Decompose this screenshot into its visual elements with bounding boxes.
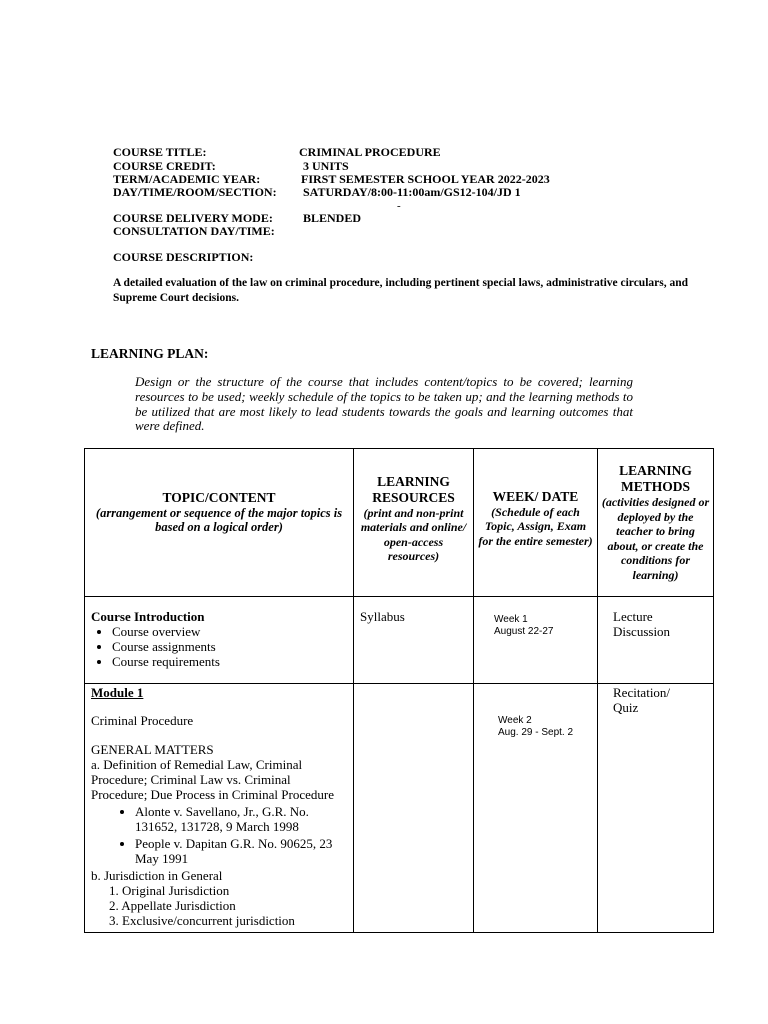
row2-cases — [91, 804, 347, 866]
header-topic-title: TOPIC/CONTENT — [162, 489, 276, 505]
row1-topic — [85, 597, 354, 684]
list-item: • People v. Dapitan G.R. No. 90625, 23 May 1991 — [135, 836, 347, 866]
row1-methods-2: Discussion — [613, 624, 671, 639]
description-label: COURSE DESCRIPTION: — [113, 250, 254, 264]
course-title-value: CRIMINAL PROCEDURE — [299, 145, 441, 159]
delivery-value: BLENDED — [303, 211, 362, 225]
learning-plan-table — [84, 448, 714, 933]
row2-date-text: Aug. 29 - Sept. 2 — [498, 727, 574, 738]
header-resources — [354, 449, 474, 597]
table-row — [85, 597, 714, 684]
course-description: A detailed evaluation of the law on criminal procedure, including pertinent special laws, administrative circulars, and Supreme Court decisions. — [113, 277, 689, 304]
schedule-label: DAY/TIME/ROOM/SECTION: — [113, 185, 277, 199]
term-value: FIRST SEMESTER SCHOOL YEAR 2022-2023 — [301, 172, 550, 186]
header-week — [474, 449, 598, 597]
row2-subject: Criminal Procedure — [91, 713, 194, 728]
course-credit-label: COURSE CREDIT: — [113, 159, 216, 173]
row1-methods-1: Lecture — [613, 609, 653, 624]
header-topic-sub: (arrangement or sequence of the major topics is based on a logical order) — [95, 505, 343, 534]
row1-resources-text: Syllabus — [360, 609, 405, 624]
row2-week — [474, 684, 598, 933]
table-header-row — [85, 449, 714, 597]
row2-module: Module 1 — [91, 685, 144, 700]
list-item: • Course requirements — [112, 654, 347, 669]
row2-methods-text: Recitation/ Quiz — [613, 685, 671, 715]
list-item: • Course assignments — [112, 639, 347, 654]
header-resources-sub: (print and non-print materials and online/ open-access resources) — [360, 505, 467, 563]
schedule-value: SATURDAY/8:00-11:00am/GS12-104/JD 1 — [303, 185, 521, 199]
list-item: 1. Original Jurisdiction — [109, 883, 230, 898]
row2-methods — [598, 684, 714, 933]
course-credit-value: 3 UNITS — [303, 159, 349, 173]
delivery-label: COURSE DELIVERY MODE: — [113, 211, 273, 225]
header-topic — [85, 449, 354, 597]
row1-week — [474, 597, 598, 684]
list-item: 2. Appellate Jurisdiction — [109, 898, 236, 913]
row1-resources — [354, 597, 474, 684]
table-row — [85, 684, 714, 933]
header-methods-title: LEARNING METHODS — [619, 463, 692, 494]
row2-item-b: b. Jurisdiction in General — [91, 868, 223, 883]
header-methods-sub: (activities designed or deployed by the teacher to bring about, or create the conditions for learning) — [601, 495, 710, 582]
row2-topic — [85, 684, 354, 933]
term-label: TERM/ACADEMIC YEAR: — [113, 172, 261, 186]
row1-bullets — [91, 624, 347, 669]
learning-plan-text: Design or the structure of the course that includes content/topics to be covered; learning resources to be used; weekly schedule of the topics to be taken up; and the learning methods to be utilized that are most likely to lead students towards the goals and learning outcomes that were defined. — [135, 374, 633, 434]
row1-date-text: August 22-27 — [494, 626, 554, 637]
learning-plan-title: LEARNING PLAN: — [91, 346, 209, 361]
row1-topic-title: Course Introduction — [91, 609, 205, 624]
header-week-title: WEEK/ DATE — [492, 488, 579, 504]
consultation-label: CONSULTATION DAY/TIME: — [113, 224, 275, 238]
header-resources-title: LEARNING RESOURCES — [372, 473, 455, 505]
row1-methods — [598, 597, 714, 684]
header-methods — [598, 449, 714, 597]
list-item: • Course overview — [112, 624, 347, 639]
list-item: 3. Exclusive/concurrent jurisdiction — [109, 913, 295, 928]
header-week-sub: (Schedule of each Topic, Assign, Exam for the entire semester) — [478, 504, 593, 548]
row2-general: GENERAL MATTERS — [91, 742, 214, 757]
course-title-label: COURSE TITLE: — [113, 145, 207, 159]
stray-dash: - — [397, 200, 401, 212]
list-item: • Alonte v. Savellano, Jr., G.R. No. 131652, 131728, 9 March 1998 — [135, 804, 347, 834]
row2-resources — [354, 684, 474, 933]
row2-item-a: a. Definition of Remedial Law, Criminal Procedure; Criminal Law vs. Criminal Procedure; Due Process in Criminal Procedure — [91, 757, 334, 802]
row2-week-text: Week 2 — [498, 715, 532, 726]
row1-week-text: Week 1 — [494, 614, 528, 625]
